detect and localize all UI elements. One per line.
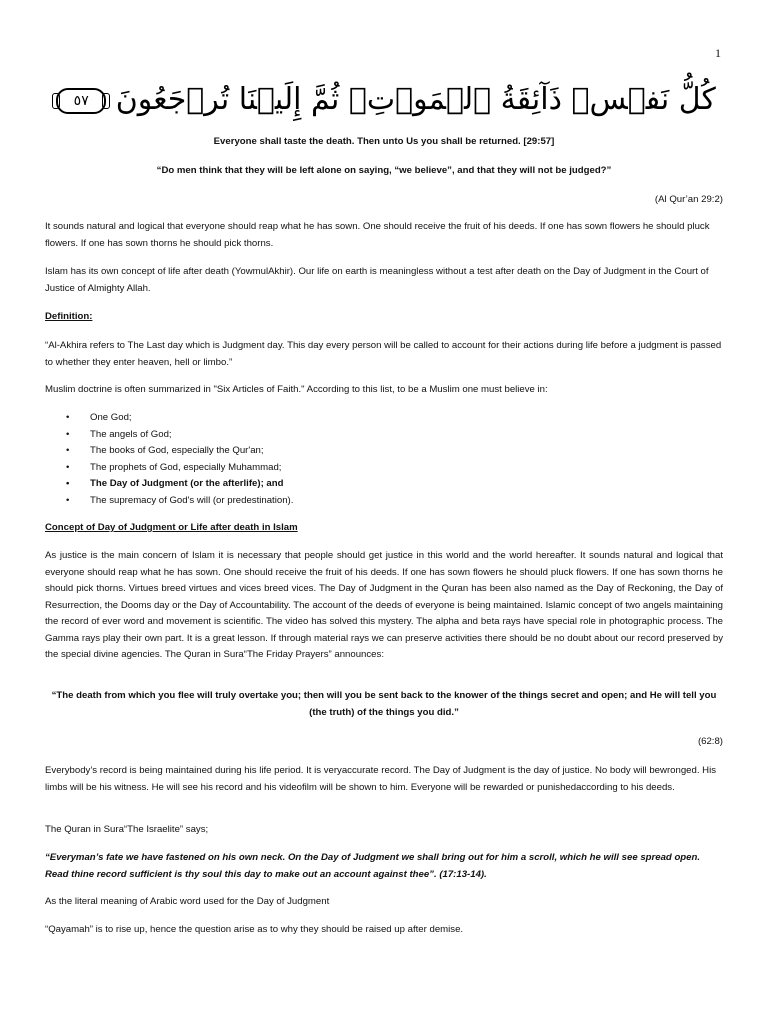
definition-text: “Al-Akhira refers to The Last day which is Judgment day. This day every person will be called to account for their actions during life before a judgment is passed to whether they enter heaven, hell or limbo.” xyxy=(45,340,722,368)
doctrine-intro: Muslim doctrine is often summarized in "Six Articles of Faith." According to this list, to be a Muslim one must believe in: xyxy=(45,384,548,395)
literal-meaning-paragraph: As the literal meaning of Arabic word used for the Day of Judgment xyxy=(45,896,330,907)
arabic-verse: كُلُّ نَفۡسٖ ذَآئِقَةُ ٱلۡمَوۡتِۖ ثُمَّ إِلَيۡنَا تُرۡجَعُونَ xyxy=(115,82,716,117)
quote-17-13: “Everyman’s fate we have fastened on his own neck. On the Day of Judgment we shall bring out for him a scroll, which he will see spread open. Read thine record sufficient is thy soul this day to make out an account against thee”. (17:13-14). xyxy=(45,852,701,880)
list-item: • The Day of Judgment (or the afterlife); and xyxy=(45,476,685,493)
definition-heading: Definition: xyxy=(45,311,93,322)
list-item: • The supremacy of God's will (or predestination). xyxy=(45,493,685,510)
quote-62-8-reference: (62:8) xyxy=(697,736,723,747)
concept-heading: Concept of Day of Judgment or Life after death in Islam xyxy=(45,522,298,533)
articles-of-faith-list xyxy=(45,410,685,509)
quote-29-2: “Do men think that they will be left alone on saying, “we believe”, and that they will not be judged?” xyxy=(156,165,612,176)
intro-paragraph: It sounds natural and logical that everyone should reap what he has sown. One should receive the fruit of his deeds. If one has sown flowers he should pluck flowers. If one has sown thorns he should pick thorns. xyxy=(45,221,710,249)
list-item: • The prophets of God, especially Muhammad; xyxy=(45,460,685,477)
quote-29-2-reference: (Al Qur’an 29:2) xyxy=(654,194,723,205)
page-number: 1 xyxy=(715,46,721,60)
record-paragraph: Everybody’s record is being maintained during his life period. It is veryaccurate record. The Day of Judgment is the day of justice. No body will bewronged. His limbs will be his witness. He will see his record and his videofilm will be shown to him. Everyone will be rewarded or punishedaccording to his deeds. xyxy=(45,765,717,793)
verse-translation: Everyone shall taste the death. Then unto Us you shall be returned. [29:57] xyxy=(213,136,555,147)
arabic-verse-line xyxy=(0,80,768,120)
list-item: • One God; xyxy=(45,410,685,427)
israelite-intro: The Quran in Sura“The Israelite” says; xyxy=(45,824,209,835)
verse-number-ornament: ٥٧ xyxy=(56,88,106,114)
list-item: • The angels of God; xyxy=(45,427,685,444)
qayamah-paragraph: “Qayamah” is to rise up, hence the question arise as to why they should be raised up after demise. xyxy=(45,924,464,935)
concept-paragraph: As justice is the main concern of Islam it is necessary that people should get justice in this world and the world hereafter. It sounds natural and logical that everyone should reap what he has sown. One should receive the fruit of his deeds. If one has sown flowers he should pluck flowers. If one has sown thorns he should pick thorns. Virtues breed virtues and vices breed vices. The Day of Judgment in the Quran has been also named as the Day of Reckoning, the Day of Resurrection, the Dooms day or the Day of Accountability. The account of the deeds of everyone is being maintained. Islamic concept of two angels maintaining the record of ever word and movement is scientific. The video has solved this mystery. The alpha and beta rays have special role in photographic process. The Gamma rays play their own part. It is a great lesson. If through material rays we can preserve activities there should be no doubt about our record preserved by the special divine agencies. The Quran in Sura“The Friday Prayers” announces: xyxy=(45,550,723,660)
quote-62-8: “The death from which you flee will truly overtake you; then will you be sent back to the knower of the things secret and open; and He will tell you (the truth) of the things you did.” xyxy=(51,690,717,718)
list-item: • The books of God, especially the Qur'an; xyxy=(45,443,685,460)
life-after-death-paragraph: Islam has its own concept of life after death (YowmulAkhir). Our life on earth is meaningless without a test after death on the Day of Judgment in the Court of Justice of Almighty Allah. xyxy=(45,266,709,294)
